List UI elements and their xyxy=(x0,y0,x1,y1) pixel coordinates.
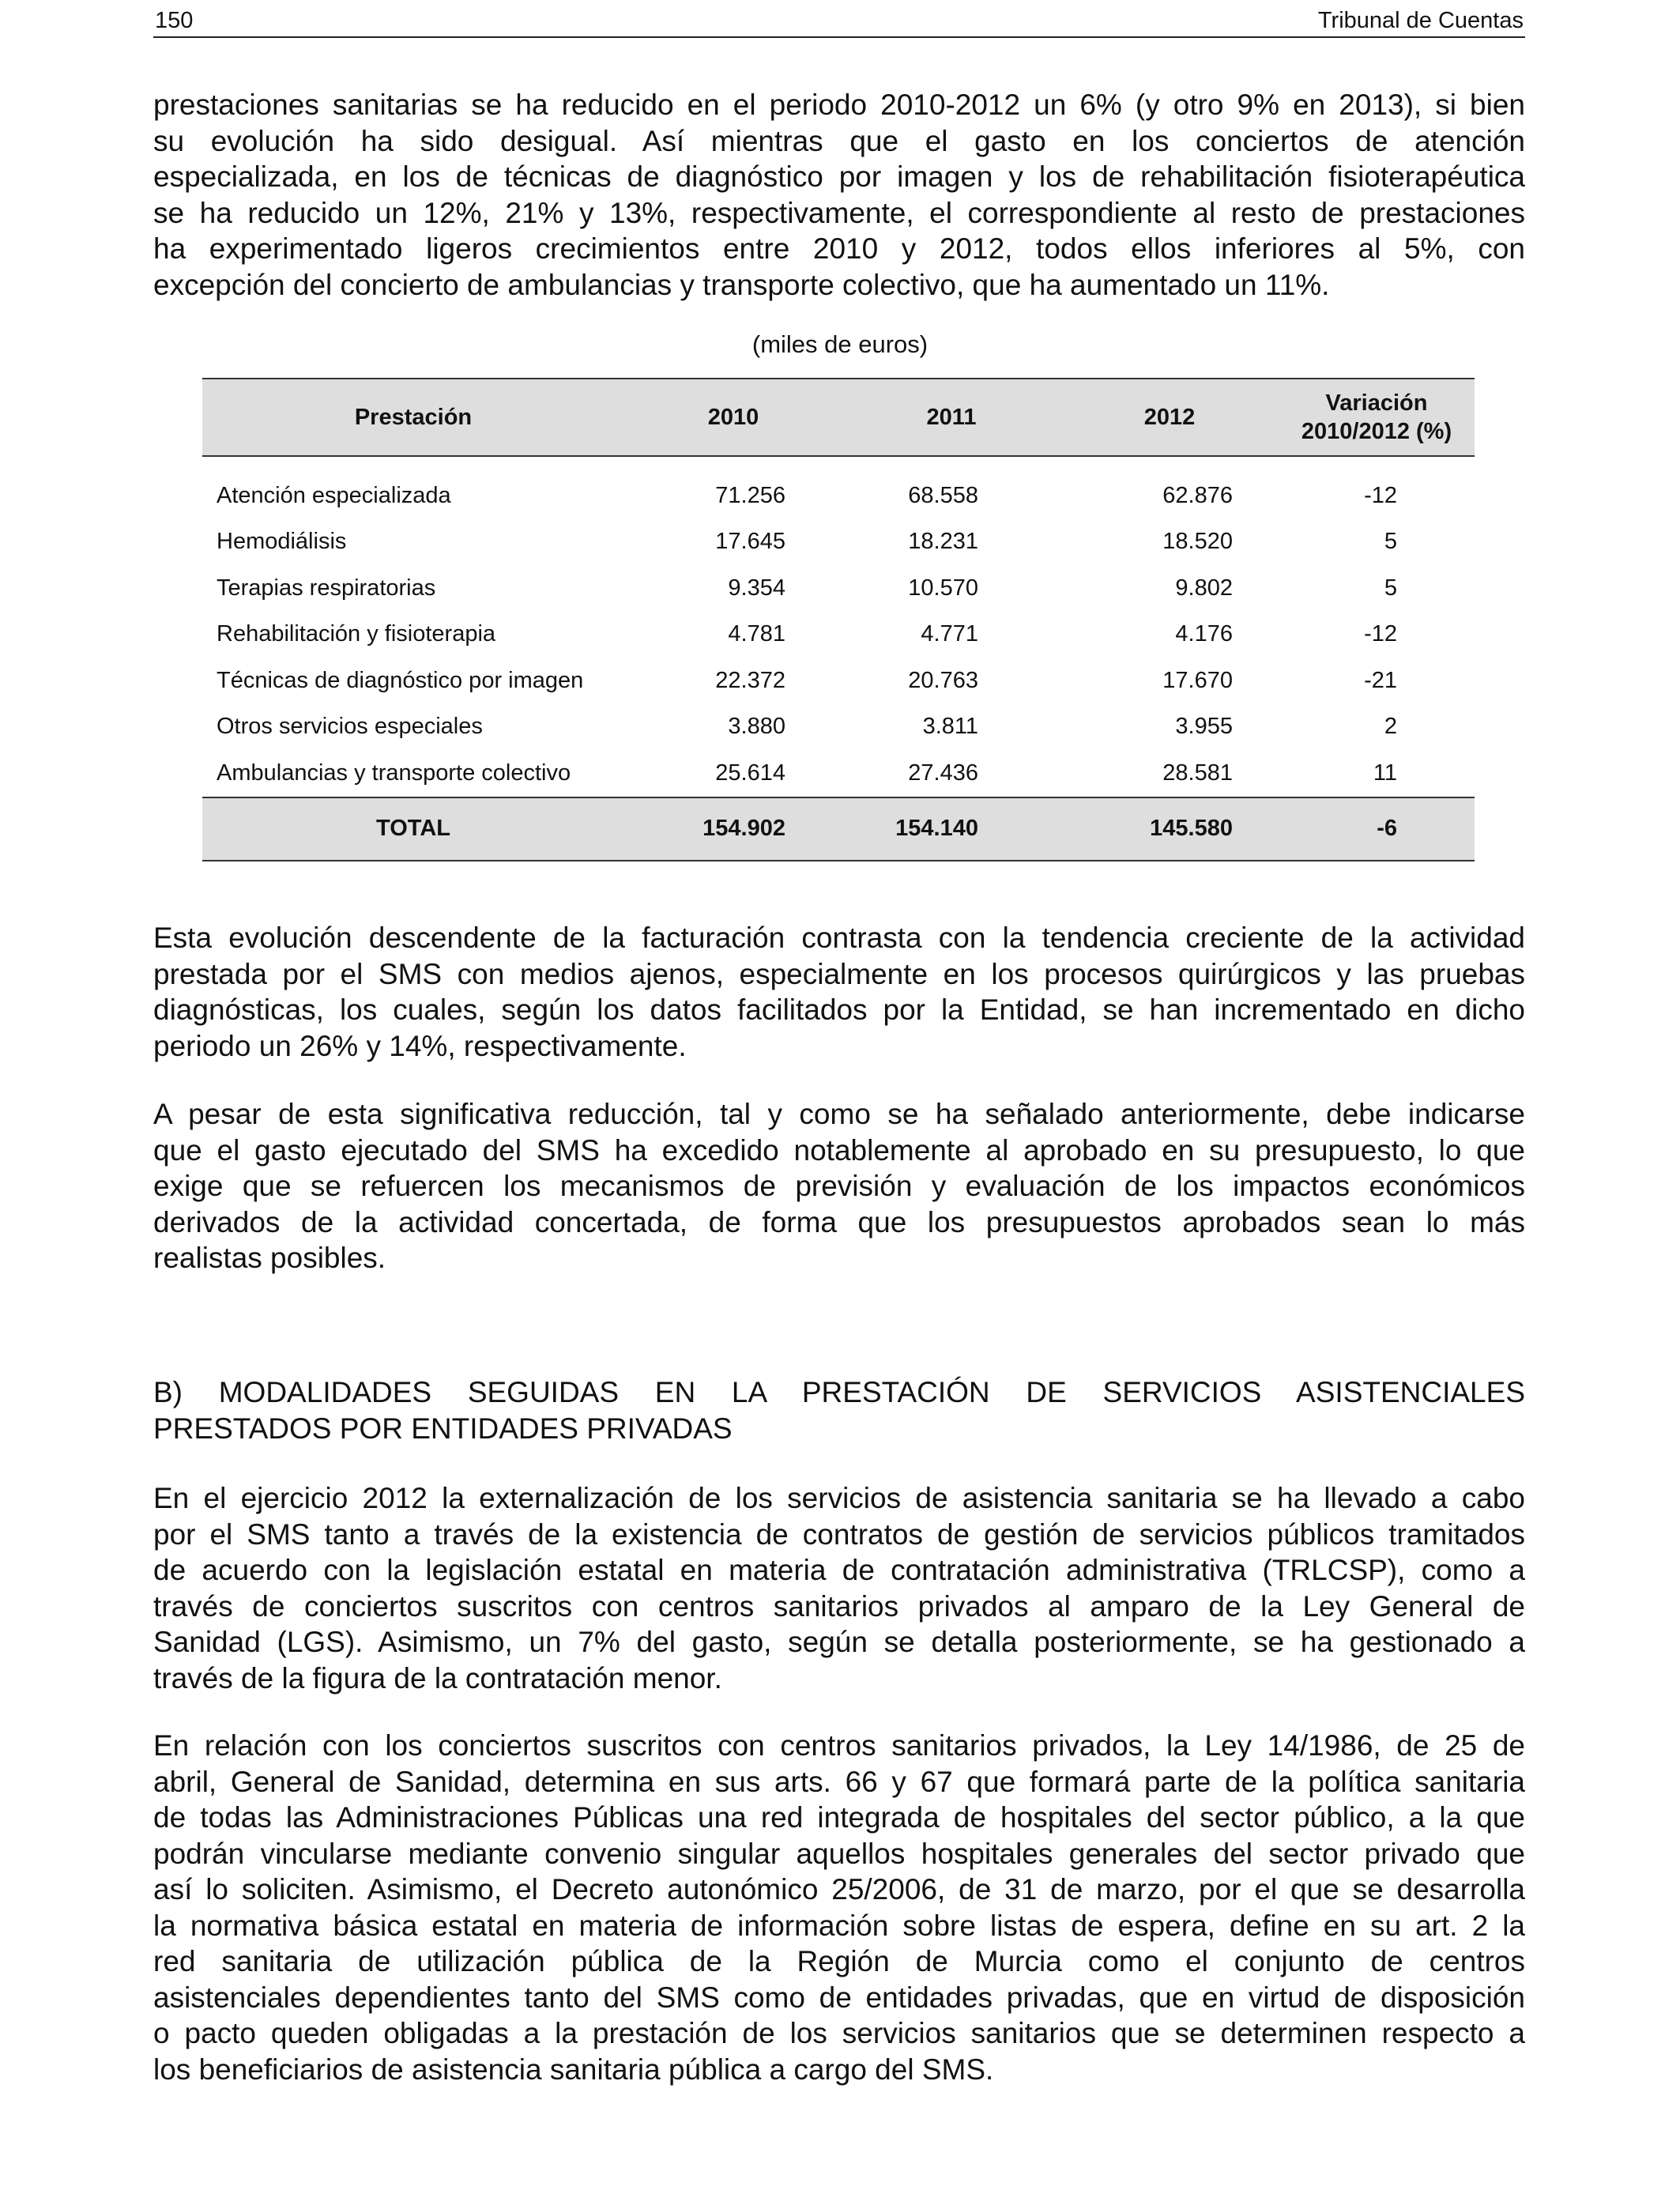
paragraph-conciertos xyxy=(153,1728,1525,2087)
table-row xyxy=(202,565,1475,612)
text-line: podrán vincularse mediante convenio singular aquellos hospitales generales del sector privado que xyxy=(153,1837,1525,1870)
table-spacer xyxy=(202,456,1475,473)
cell-2011: 68.558 xyxy=(908,482,978,508)
cell-prestacion: Ambulancias y transporte colectivo xyxy=(217,760,571,786)
text-line: prestaciones sanitarias se ha reducido en el periodo 2010-2012 un 6% (y otro 9% en 2013), si bien xyxy=(153,89,1525,121)
table-row xyxy=(202,658,1475,704)
table-row xyxy=(202,750,1475,797)
cell-2012: 18.520 xyxy=(1162,529,1233,555)
cell-variacion: -12 xyxy=(1364,482,1397,508)
paragraph-budget xyxy=(153,1096,1525,1276)
heading-line: PRESTADOS POR ENTIDADES PRIVADAS xyxy=(153,1412,733,1445)
cell-total-2011: 154.140 xyxy=(842,797,1060,861)
cell-2010: 3.880 xyxy=(728,714,785,740)
cell-2012: 17.670 xyxy=(1162,667,1233,693)
column-header-variacion-line2: 2010/2012 (%) xyxy=(1301,419,1452,444)
paragraph-evolution xyxy=(153,920,1525,1064)
text-line: los beneficiarios de asistencia sanitaria pública a cargo del SMS. xyxy=(153,2053,994,2086)
text-line: diagnósticas, los cuales, según los datos facilitados por la Entidad, se han incrementado en dicho xyxy=(153,993,1525,1026)
text-line: que el gasto ejecutado del SMS ha excedido notablemente al aprobado en su presupuesto, lo que xyxy=(153,1133,1525,1167)
column-header-2012: 2012 xyxy=(1060,379,1279,456)
cell-2010: 17.645 xyxy=(715,529,785,555)
table-units-caption: (miles de euros) xyxy=(751,330,929,358)
text-line: ha experimentado ligeros crecimientos entre 2010 y 2012, todos ellos inferiores al 5%, con xyxy=(153,232,1525,265)
cell-2010: 25.614 xyxy=(715,760,785,786)
cell-variacion: 11 xyxy=(1373,760,1397,786)
cell-total-label: TOTAL xyxy=(202,797,624,861)
column-header-2011: 2011 xyxy=(842,379,1060,456)
publication-name: Tribunal de Cuentas xyxy=(1317,8,1524,33)
text-line: través de conciertos suscritos con centros sanitarios privados al amparo de la Ley General de xyxy=(153,1589,1525,1623)
column-header-prestacion: Prestación xyxy=(202,379,624,456)
cell-2012: 4.176 xyxy=(1175,621,1233,647)
cell-variacion: 5 xyxy=(1384,529,1397,555)
cell-variacion: 2 xyxy=(1384,714,1397,740)
cell-2011: 20.763 xyxy=(908,667,978,693)
cell-total-2010: 154.902 xyxy=(624,797,842,861)
paragraph-externalization xyxy=(153,1480,1525,1696)
cell-prestacion: Otros servicios especiales xyxy=(217,714,483,740)
text-line: abril, General de Sanidad, determina en sus arts. 66 y 67 que formará parte de la política sanitaria xyxy=(153,1765,1525,1798)
cell-2010: 4.781 xyxy=(728,621,785,647)
cell-variacion: -12 xyxy=(1364,621,1397,647)
cell-2010: 71.256 xyxy=(715,482,785,508)
text-line: exige que se refuercen los mecanismos de previsión y evaluación de los impactos económicos xyxy=(153,1170,1525,1202)
text-line: realistas posibles. xyxy=(153,1242,386,1274)
text-line: red sanitaria de utilización pública de la Región de Murcia como el conjunto de centros xyxy=(153,1945,1525,1977)
table-row xyxy=(202,473,1475,519)
cell-2010: 22.372 xyxy=(715,667,785,693)
cell-2012: 62.876 xyxy=(1162,482,1233,508)
cell-total-2012: 145.580 xyxy=(1060,797,1279,861)
cell-2012: 28.581 xyxy=(1162,760,1233,786)
text-line: por el SMS tanto a través de la existencia de contratos de gestión de servicios públicos tramitados xyxy=(153,1517,1525,1551)
cell-prestacion: Terapias respiratorias xyxy=(217,575,436,601)
cell-prestacion: Atención especializada xyxy=(217,482,451,508)
text-line: se ha reducido un 12%, 21% y 13%, respectivamente, el correspondiente al resto de prestaciones xyxy=(153,196,1525,229)
running-header xyxy=(153,5,1525,38)
paragraph-intro xyxy=(153,87,1525,303)
table-row xyxy=(202,704,1475,751)
column-header-variacion xyxy=(1279,379,1475,456)
text-line: asistenciales dependientes tanto del SMS como de entidades privadas, que en virtud de disposición xyxy=(153,1981,1525,2014)
text-line: su evolución ha sido desigual. Así mientras que el gasto en los conciertos de atención xyxy=(153,124,1525,157)
text-line: de acuerdo con la legislación estatal en materia de contratación administrativa (TRLCSP), como a xyxy=(153,1554,1525,1586)
text-line: Sanidad (LGS). Asimismo, un 7% del gasto, según se detalla posteriormente, se ha gestionado a xyxy=(153,1626,1525,1658)
text-line: así lo soliciten. Asimismo, el Decreto autonómico 25/2006, de 31 de marzo, por el que se desarrolla xyxy=(153,1873,1525,1906)
cell-2012: 9.802 xyxy=(1175,575,1233,601)
text-line: través de la figura de la contratación menor. xyxy=(153,1661,722,1695)
heading-line: B) MODALIDADES SEGUIDAS EN LA PRESTACIÓN DE SERVICIOS ASISTENCIALES xyxy=(153,1376,1525,1408)
cell-variacion: -21 xyxy=(1364,667,1397,693)
table-header-row xyxy=(202,379,1475,456)
text-line: A pesar de esta significativa reducción, tal y como se ha señalado anteriormente, debe indicarse xyxy=(153,1098,1525,1130)
column-header-2010: 2010 xyxy=(624,379,842,456)
text-line: En relación con los conciertos suscritos con centros sanitarios privados, la Ley 14/1986, de 25 de xyxy=(153,1729,1525,1762)
text-line: de todas las Administraciones Públicas una red integrada de hospitales del sector público, a la que xyxy=(153,1801,1525,1834)
text-line: la normativa básica estatal en materia de información sobre listas de espera, define en su art. 2 la xyxy=(153,1909,1525,1942)
cell-2011: 18.231 xyxy=(908,529,978,555)
text-line: derivados de la actividad concertada, de forma que los presupuestos aprobados sean lo más xyxy=(153,1205,1525,1238)
cell-2011: 27.436 xyxy=(908,760,978,786)
cell-2012: 3.955 xyxy=(1175,714,1233,740)
cell-prestacion: Rehabilitación y fisioterapia xyxy=(217,621,496,647)
text-line: periodo un 26% y 14%, respectivamente. xyxy=(153,1029,687,1062)
table-row xyxy=(202,612,1475,658)
expenditure-table xyxy=(202,378,1475,861)
page-number: 150 xyxy=(155,8,194,33)
cell-2011: 10.570 xyxy=(908,575,978,601)
text-line: Esta evolución descendente de la facturación contrasta con la tendencia creciente de la actividad xyxy=(153,922,1525,954)
text-line: excepción del concierto de ambulancias y transporte colectivo, que ha aumentado un 11%. xyxy=(153,268,1330,301)
cell-prestacion: Hemodiálisis xyxy=(217,529,347,555)
cell-prestacion: Técnicas de diagnóstico por imagen xyxy=(217,667,584,693)
cell-variacion: 5 xyxy=(1384,575,1397,601)
text-line: prestada por el SMS con medios ajenos, especialmente en los procesos quirúrgicos y las pruebas xyxy=(153,957,1525,990)
table-total-row xyxy=(202,797,1475,861)
table-row xyxy=(202,519,1475,566)
cell-2010: 9.354 xyxy=(728,575,785,601)
section-heading xyxy=(153,1374,1525,1446)
cell-2011: 4.771 xyxy=(921,621,978,647)
text-line: o pacto queden obligadas a la prestación de los servicios sanitarios que se determinen respecto a xyxy=(153,2017,1525,2049)
column-header-variacion-line1: Variación xyxy=(1325,390,1428,416)
text-line: especializada, en los de técnicas de diagnóstico por imagen y los de rehabilitación fisioterapéutica xyxy=(153,160,1525,193)
cell-2011: 3.811 xyxy=(922,714,978,740)
text-line: En el ejercicio 2012 la externalización de los servicios de asistencia sanitaria se ha llevado a cabo xyxy=(153,1482,1525,1514)
cell-total-variacion: -6 xyxy=(1279,797,1475,861)
